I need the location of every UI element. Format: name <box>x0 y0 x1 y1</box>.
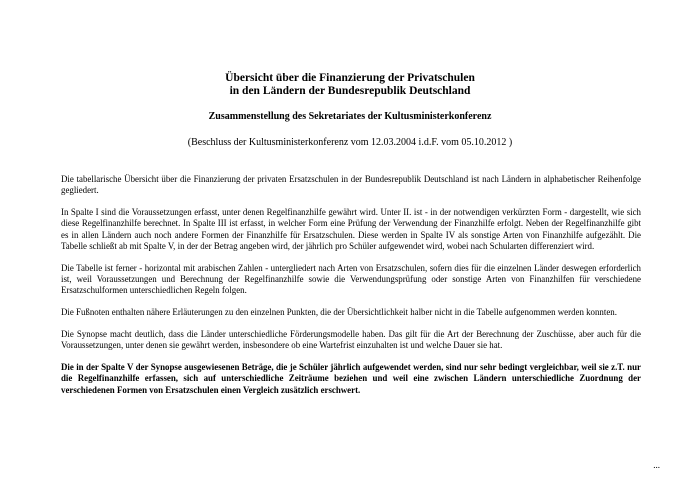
title-line-1: Übersicht über die Finanzierung der Privatschulen <box>225 72 475 84</box>
title-line-2: in den Ländern der Bundesrepublik Deutschland <box>229 85 471 97</box>
body-text <box>61 174 641 406</box>
continuation-mark: ... <box>653 460 660 470</box>
decision-note: (Beschluss der Kultusministerkonferenz vom 12.03.2004 i.d.F. vom 05.10.2012 ) <box>187 137 513 148</box>
paragraph-overview: Die tabellarische Übersicht über die Finanzierung der privaten Ersatzschulen in der Bundesrepublik Deutschland ist nach Ländern in alphabetischer Reihenfolge gegliedert. <box>61 174 641 196</box>
paragraph-comparability-note: Die in der Spalte V der Synopse ausgewiesenen Beträge, die je Schüler jährlich aufgewendet werden, sind nur sehr bedingt vergleichbar, weil sie z.T. nur die Regelfinanzhilfe erfassen, sich auf unterschiedliche Zeiträume beziehen und weil eine zwischen Ländern unterschiedliche Zuordnung der verschiedenen Formen von Ersatzschulen einen Vergleich zusätzlich erschwert. <box>61 362 641 395</box>
paragraph-columns: In Spalte I sind die Voraussetzungen erfasst, unter denen Regelfinanzhilfe gewährt wird. Unter II. ist - in der notwendigen verkürzten Form - dargestellt, wie sich diese Regelfinanzhilfe berechnet. In Spalte III ist erfasst, in welcher Form eine Prüfung der Verwendung der Finanzhilfe erfolgt. Neben der Regelfinanzhilfe gibt es in allen Ländern auch noch andere Formen der Finanzhilfe für Ersatzschulen. Diese werden in Spalte IV als sonstige Arten von Finanzhilfe aufgezählt. Die Tabelle schließt ab mit Spalte V, in der der Betrag angeben wird, der jährlich pro Schüler aufgewendet wird, wobei nach Schularten differenziert wird. <box>61 207 641 251</box>
paragraph-table-structure: Die Tabelle ist ferner - horizontal mit arabischen Zahlen - untergliedert nach Arten von Ersatzschulen, sofern dies für die einzelnen Länder deswegen erforderlich ist, weil Voraussetzungen und Berechnung der Regelfinanzhilfe sowie die Verwendungsprüfung oder sonstige Arten von Finanzhilfen für verschiedene Ersatzschulformen unterschiedlichen Regeln folgen. <box>61 262 641 296</box>
subtitle: Zusammenstellung des Sekretariates der Kultusministerkonferenz <box>208 111 492 122</box>
paragraph-footnotes: Die Fußnoten enthalten nähere Erläuterungen zu den einzelnen Punkten, die der Übersichtlichkeit halber nicht in die Tabelle aufgenommen werden konnten. <box>61 307 617 318</box>
paragraph-synopsis: Die Synopse macht deutlich, dass die Länder unterschiedliche Förderungsmodelle haben. Das gilt für die Art der Berechnung der Zuschüsse, aber auch für die Voraussetzungen, unter denen sie gewährt werden, insbesondere ob eine Wartefrist einzuhalten ist und welche Dauer sie hat. <box>61 328 641 351</box>
